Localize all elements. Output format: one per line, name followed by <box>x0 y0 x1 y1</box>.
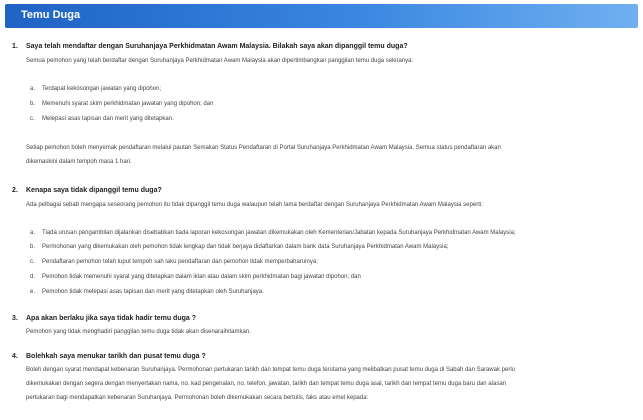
list-item: Terdapat kekosongan jawatan yang dipohon; <box>42 86 162 92</box>
answer-text: Boleh dengan syarat mendapat kebenaran Suruhanjaya. Permohonan pertukaran tarikh dan tempat temu duga terutama yang melibatkan pusat temu duga di Sabah dan Sarawak perlu <box>26 367 515 373</box>
question-number: 1. <box>12 43 18 50</box>
answer-intro: Ada pelbagai sebab mengapa seseorang pemohon itu tidak dipanggil temu duga walaupun telah lama berdaftar dengan Suruhanjaya Perkhidmatan Awam Malaysia seperti: <box>26 202 483 208</box>
answer-intro: Semua pemohon yang telah berdaftar dengan Suruhanjaya Perkhidmatan Awam Malaysia akan dipertimbangkan panggilan temu duga sekiranya: <box>26 58 414 64</box>
section-header <box>5 4 638 28</box>
list-item: Tiada urusan pengambilan dijalankan disebabkan tiada laporan kekosongan jawatan dikemukakan oleh Kementerian/Jabatan kepada Suruhanjaya Perkhidmatan Awam Malaysia; <box>42 230 516 236</box>
question-4: Bolehkah saya menukar tarikh dan pusat temu duga ? <box>26 353 206 360</box>
question-number: 2. <box>12 187 18 194</box>
list-marker: d. <box>30 274 36 280</box>
list-marker: e. <box>30 289 36 295</box>
answer-text: pertukaran bagi mendapatkan kebenaran Suruhanjaya. Permohonan boleh dikemukakan secara bertulis, faks atau emel kepada: <box>26 395 369 401</box>
list-marker: a. <box>30 86 36 92</box>
section-title: Temu Duga <box>21 9 81 21</box>
list-item: Permohonan yang dikemukakan oleh pemohon tidak lengkap dan tidak berjaya didaftarkan dalam bank data Suruhanjaya Perkhidmatan Awam Malaysia; <box>42 244 449 250</box>
list-marker: b. <box>30 101 36 107</box>
list-marker: c. <box>30 259 35 265</box>
list-marker: a. <box>30 230 36 236</box>
faq-content <box>0 28 643 420</box>
answer-note: dikemaskini dalam tempoh masa 1 hari. <box>26 159 132 165</box>
list-marker: c. <box>30 116 35 122</box>
question-number: 3. <box>12 315 18 322</box>
question-2: Kenapa saya tidak dipanggil temu duga? <box>26 187 162 194</box>
question-number: 4. <box>12 353 18 360</box>
list-marker: b. <box>30 244 36 250</box>
list-item: Pendaftaran pemohon telah luput tempoh sah laku pendaftaran dan pemohon tidak memperbaharuinya; <box>42 259 318 265</box>
question-3: Apa akan berlaku jika saya tidak hadir temu duga ? <box>26 315 197 322</box>
list-item: Melepasi asas tapisan dan merit yang ditetapkan. <box>42 116 174 122</box>
answer-intro: Pemohon yang tidak menghadiri panggilan temu duga tidak akan disenaraihitamkan. <box>26 329 251 335</box>
question-1: Saya telah mendaftar dengan Suruhanjaya Perkhidmatan Awam Malaysia. Bilakah saya akan dipanggil temu duga? <box>26 43 408 50</box>
answer-text: dikemukakan dengan segera dengan menyertakan nama, no. kad pengenalan, no. telefon, jawatan, tarikh dan tempat temu duga asal, tarikh dan tempat temu duga baru dan alasan <box>26 381 506 387</box>
list-item: Memenuhi syarat skim perkhidmatan jawatan yang dipohon; dan <box>42 101 214 107</box>
list-item: Pemohon tidak memenuhi syarat yang ditetapkan dalam iklan atau dalam skim perkhidmatan bagi jawatan dipohon; dan <box>42 274 361 280</box>
answer-note: Setiap pemohon boleh menyemak pendaftaran melalui pautan Semakan Status Pendaftaran di Portal Suruhanjaya Perkhidmatan Awam Malaysia. Semua status pendaftaran akan <box>26 145 501 151</box>
list-item: Pemohon tidak melepasi asas tapisan dan merit yang ditetapkan oleh Suruhanjaya. <box>42 289 264 295</box>
